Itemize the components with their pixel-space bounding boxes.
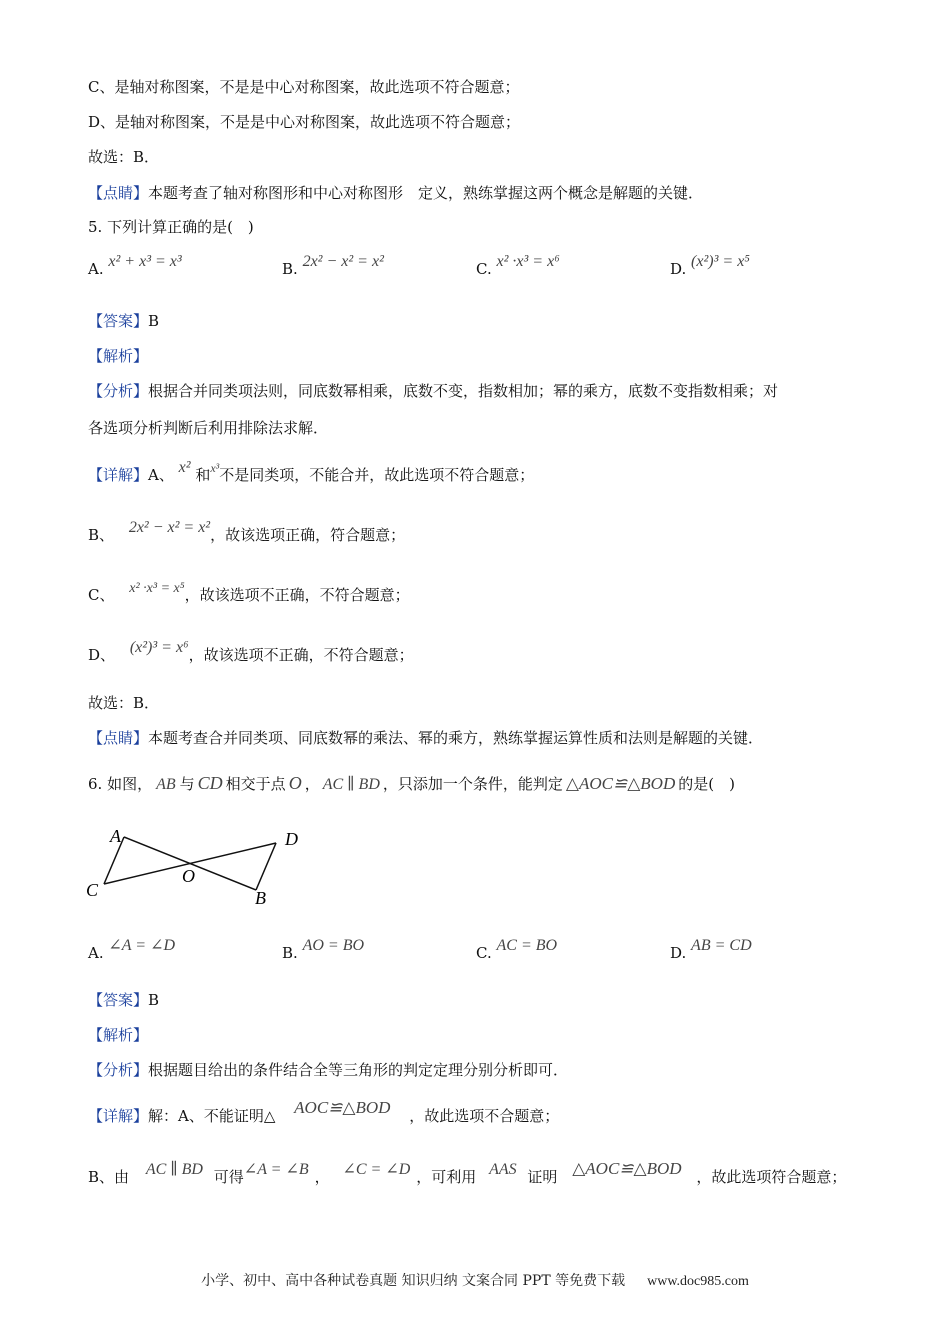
comment-tag: 【点睛】: [88, 729, 149, 747]
figure-label-b: B: [255, 888, 266, 908]
q5-answer: [88, 310, 159, 332]
answer-value: B: [148, 991, 160, 1009]
detail-text: ，故此选项不合题意；: [409, 1107, 560, 1125]
q5-detail-b: [88, 519, 406, 547]
detail-math: x² ·x³ = x⁵: [129, 581, 185, 596]
q6-detail-b: [88, 1159, 847, 1189]
option-math: AC = BO: [496, 937, 558, 954]
option-label: C.: [476, 944, 492, 962]
detail-tag: 【详解】: [88, 466, 149, 484]
q5-detail-c: [88, 581, 410, 608]
footer-link[interactable]: www.doc985.com: [647, 1274, 749, 1289]
detail-text: 和: [195, 466, 211, 484]
detail-text: ，故此选项符合题意；: [696, 1168, 847, 1186]
figure-label-a: A: [110, 826, 121, 846]
fenxi-text: 根据题目给出的条件结合全等三角形的判定定理分别分析即可．: [148, 1061, 569, 1079]
detail-math: (x²)³ = x⁶: [129, 639, 189, 656]
stem-text: 6. 如图，: [88, 775, 153, 793]
stem-math: O: [288, 773, 302, 793]
detail-math: x²: [178, 459, 191, 476]
q5-detail-a: [88, 459, 535, 487]
page-footer: [0, 1270, 950, 1290]
answer-tag: 【答案】: [88, 991, 149, 1009]
detail-tag: 【详解】: [88, 1107, 149, 1125]
q5-option-d: [670, 253, 750, 281]
detail-label: A、: [148, 466, 174, 484]
option-label: D.: [670, 944, 687, 962]
analysis-tag: 【解析】: [88, 347, 149, 365]
q5-analysis-tag: [88, 345, 148, 367]
q6-fenxi: [88, 1059, 568, 1081]
option-label: A.: [88, 260, 104, 278]
stem-math: CD: [197, 773, 223, 793]
q6-option-b: [282, 937, 365, 965]
fenxi-tag: 【分析】: [88, 382, 149, 400]
q6-answer: [88, 989, 159, 1011]
detail-label: B、: [88, 526, 115, 544]
option-math: 2x² − x² = x²: [302, 253, 384, 270]
figure-label-c: C: [86, 880, 99, 900]
detail-text: ，故该选项不正确，不符合题意；: [184, 586, 410, 604]
answer-value: B: [148, 312, 160, 330]
q5-choice: 故选：B．: [88, 694, 160, 712]
fenxi-text: 根据合并同类项法则，同底数幂相乘，底数不变，指数相加；幂的乘方，底数不变指数相乘；对: [148, 382, 779, 400]
analysis-tag: 【解析】: [88, 1026, 149, 1044]
figure-label-o: O: [182, 866, 195, 886]
detail-math: AC ∥ BD: [145, 1161, 203, 1178]
option-label: C.: [476, 260, 492, 278]
detail-text: 证明: [527, 1168, 558, 1186]
q6-detail-a: [88, 1098, 560, 1127]
comment-tag: 【点睛】: [88, 184, 149, 202]
option-label: B.: [282, 944, 298, 962]
detail-text: 不是同类项，不能合并，故此选项不符合题意；: [219, 466, 535, 484]
detail-math: ∠C = ∠D: [342, 1161, 411, 1178]
detail-math: AAS: [489, 1161, 517, 1178]
option-math: (x²)³ = x⁵: [691, 253, 750, 270]
detail-math: ∠A = ∠B: [243, 1161, 309, 1178]
stem-math: △AOC≌△BOD: [565, 774, 676, 793]
q5-option-a: [88, 253, 182, 281]
q6-option-c: [476, 937, 558, 965]
option-math: ∠A = ∠D: [108, 937, 176, 954]
option-math: AB = CD: [691, 937, 752, 954]
q6-option-d: [670, 937, 752, 965]
detail-text: ，故该选项不正确，不符合题意；: [188, 646, 414, 664]
comment-text: 本题考查合并同类项、同底数幂的乘法、幂的乘方，熟练掌握运算性质和法则是解题的关键．: [148, 729, 764, 747]
q4-comment: [88, 182, 703, 204]
detail-text: ，可利用: [416, 1168, 477, 1186]
option-math: x² ·x³ = x⁶: [496, 253, 560, 270]
q5-detail-d: [88, 639, 414, 667]
q4-option-d-explanation: D、是轴对称图案，不是是中心对称图案，故此选项不符合题意；: [88, 113, 521, 131]
q5-comment: [88, 727, 763, 749]
option-label: D.: [670, 260, 687, 278]
comment-text: 本题考查了轴对称图形和中心对称图形 定义，熟练掌握这两个概念是解题的关键．: [148, 184, 704, 202]
detail-math: x³: [210, 461, 220, 475]
q5-option-c: [476, 253, 560, 281]
q6-stem: [88, 772, 735, 796]
footer-text: 小学、初中、高中各种试卷真题 知识归纳 文案合同 PPT 等免费下载: [201, 1273, 626, 1289]
q5-fenxi-line1: [88, 380, 778, 402]
answer-tag: 【答案】: [88, 312, 149, 330]
stem-text: 的是( ): [678, 775, 735, 793]
detail-text: 可得: [213, 1168, 244, 1186]
detail-math: AOC≌△BOD: [294, 1098, 391, 1117]
stem-math: AB: [156, 776, 176, 793]
q5-stem: 5. 下列计算正确的是( ): [88, 218, 254, 236]
figure-segment-bd: [256, 843, 276, 890]
detail-text: ，: [314, 1168, 330, 1186]
option-math: x² + x³ = x³: [108, 253, 182, 270]
stem-math: AC ∥ BD: [322, 776, 380, 793]
q4-choice: 故选：B．: [88, 148, 160, 166]
fenxi-tag: 【分析】: [88, 1061, 149, 1079]
stem-text: ，: [304, 775, 320, 793]
detail-text: 解：A、不能证明△: [148, 1107, 276, 1125]
option-label: B.: [282, 260, 298, 278]
figure-label-d: D: [285, 829, 298, 849]
detail-text: B、由: [88, 1168, 130, 1186]
q6-figure: [80, 820, 320, 915]
stem-text: 与: [179, 775, 195, 793]
q5-fenxi-line2: 各选项分析判断后利用排除法求解．: [88, 419, 329, 437]
stem-text: 相交于点: [225, 775, 286, 793]
q6-option-a: [88, 937, 176, 965]
detail-label: D、: [88, 646, 116, 664]
stem-text: ，只添加一个条件，能判定: [382, 775, 563, 793]
detail-math: △AOC≌△BOD: [572, 1159, 682, 1178]
option-math: AO = BO: [302, 937, 365, 954]
detail-math: 2x² − x² = x²: [128, 519, 211, 536]
q4-option-c-explanation: C、是轴对称图案，不是是中心对称图案，故此选项不符合题意；: [88, 78, 520, 96]
q5-option-b: [282, 253, 384, 281]
q6-analysis-tag: [88, 1024, 148, 1046]
detail-label: C、: [88, 586, 115, 604]
detail-text: ，故该选项正确，符合题意；: [210, 526, 406, 544]
option-label: A.: [88, 944, 104, 962]
